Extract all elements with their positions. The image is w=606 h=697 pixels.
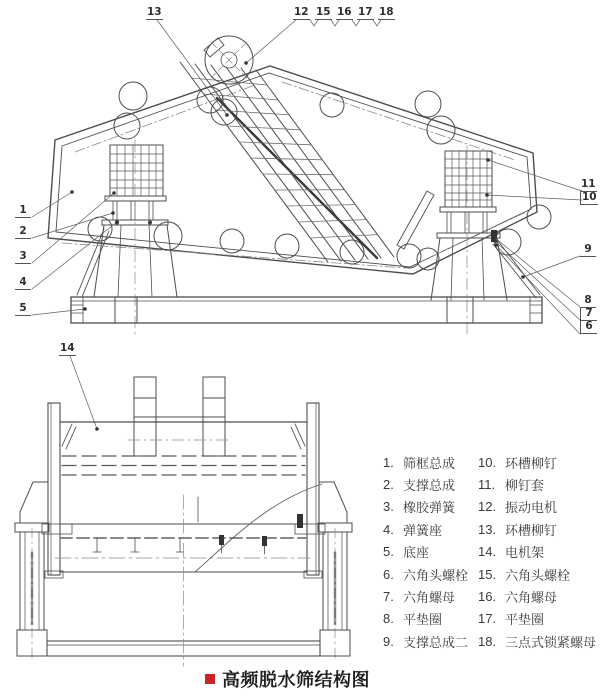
callout-13: 13 [147,6,162,18]
part-number: 8. [383,611,394,627]
part-number: 3. [383,499,394,515]
callout-1: 1 [15,205,31,218]
end-view-drawing [15,356,352,666]
part-number: 4. [383,521,394,537]
callout-18: 18 [379,6,394,18]
callout-17: 17 [358,6,373,18]
part-number: 7. [383,589,394,605]
part-number: 13. [478,521,497,537]
drawing-title [205,666,370,692]
part-name: 平垫圈 [505,612,545,628]
part-number: 9. [383,633,394,649]
part-name: 平垫圈 [403,612,443,628]
part-name: 六角头螺栓 [505,567,571,583]
part-name: 筛框总成 [403,455,456,471]
callout-9: 9 [580,244,596,257]
parts-legend [383,451,601,653]
part-name: 三点式锁紧螺母 [505,634,597,650]
legend-row [383,585,601,607]
part-name: 振动电机 [505,500,558,516]
legend-row [383,518,601,540]
callout-7: 7 [580,308,597,321]
legend-row [383,608,601,630]
callout-8: 8 [580,295,596,308]
callout-10: 10 [582,191,597,203]
callout-12: 12 [294,6,309,18]
left-spring-leg [15,523,49,662]
part-name: 橡胶弹簧 [403,500,456,516]
part-name: 六角头螺栓 [403,567,469,583]
motor-bracket [128,377,232,456]
part-number: 5. [383,544,394,560]
part-name: 柳钉套 [505,478,545,494]
part-number: 12. [478,499,497,515]
part-number: 18. [478,633,497,649]
legend-row [383,630,601,652]
part-name: 底座 [403,545,430,561]
callout-14: 14 [60,342,75,354]
part-number: 11. [478,477,496,493]
callout-2: 2 [15,226,31,239]
part-number: 16. [478,589,497,605]
part-name: 弹簧座 [403,522,443,538]
part-name: 支撑总成二 [403,634,469,650]
side-view-drawing [32,20,582,338]
part-number: 14. [478,544,497,560]
part-name: 六角螺母 [505,590,558,606]
callout-16: 16 [337,6,352,18]
part-number: 6. [383,566,394,582]
part-number: 17. [478,611,497,627]
part-number: 2. [383,477,394,493]
callout-4: 4 [15,277,31,290]
base-frame [71,297,542,323]
legend-row [383,563,601,585]
callout-15: 15 [316,6,331,18]
legend-row [383,473,601,495]
callout-5: 5 [15,303,31,316]
red-square-bullet [205,674,215,684]
title-text: 高频脱水筛结构图 [222,670,370,690]
angled-rod [397,191,434,249]
part-number: 1. [383,454,394,470]
legend-row [383,496,601,518]
right-spring-leg [318,523,352,662]
leader-dots-top [70,61,525,311]
vibration-motor [204,36,253,84]
part-name: 支撑总成 [403,478,456,494]
part-name: 六角螺母 [403,590,456,606]
part-name: 环槽柳钉 [505,522,558,538]
part-number: 15. [478,566,497,582]
part-name: 电机架 [505,545,545,561]
part-number: 10. [478,454,497,470]
callout-6: 6 [580,321,597,334]
legend-row [383,541,601,563]
callout-3: 3 [15,251,31,264]
legend-row [383,451,601,473]
callout-11: 11 [581,178,596,190]
part-name: 环槽柳钉 [505,455,558,471]
